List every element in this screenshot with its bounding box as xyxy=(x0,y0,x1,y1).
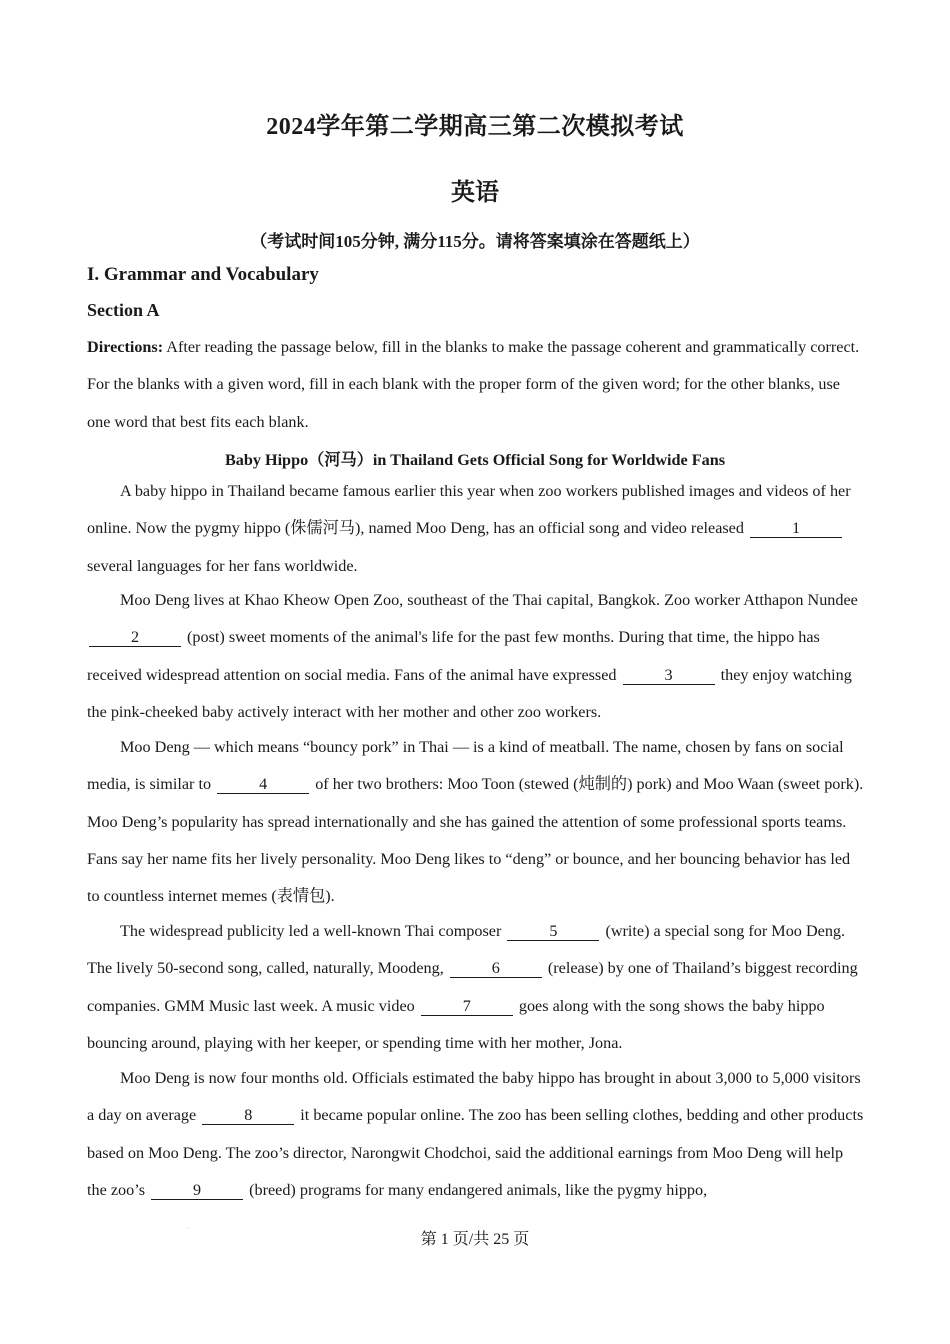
subject-title: 英语 xyxy=(451,180,499,206)
blank-6: 6 xyxy=(450,959,542,978)
text: (breed) programs for many endangered animals, like the pygmy hippo, xyxy=(245,1180,708,1199)
text: The widespread publicity led a well-known Thai composer xyxy=(120,922,506,940)
blank-1: 1 xyxy=(750,519,842,538)
paragraph-4 xyxy=(87,913,865,1062)
text: they enjoy watching the pink-cheeked baby actively interact with her mother and other zoo workers. xyxy=(87,665,852,721)
paragraph-1 xyxy=(87,473,865,585)
passage-title: Baby Hippo（河马）in Thailand Gets Official Song for Worldwide Fans xyxy=(224,451,726,469)
text: goes along with the song shows the baby hippo bouncing around, playing with her keeper, or spending time with her mother, Jona. xyxy=(87,996,825,1052)
blank-2: 2 xyxy=(89,628,181,647)
text: Moo Deng — which means “bouncy pork” in Thai — is a kind of meatball. The name, chosen by fans on social media, is similar to xyxy=(87,738,844,794)
blank-5: 5 xyxy=(507,922,599,941)
blank-3: 3 xyxy=(623,666,715,685)
text: Moo Deng lives at Khao Kheow Open Zoo, southeast of the Thai capital, Bangkok. Zoo worker Atthapon Nundee xyxy=(120,591,858,609)
directions xyxy=(87,329,865,441)
text: (release) by one of Thailand’s biggest recording companies. GMM Music last week. A music video xyxy=(87,959,858,1015)
stray-mark: · xyxy=(187,1226,189,1232)
directions-text: After reading the passage below, fill in the blanks to make the passage coherent and grammatically correct. For the blanks with a given word, fill in each blank with the proper form of the given word; for the other blanks, use one word that best fits each blank. xyxy=(87,338,860,431)
text: Moo Deng is now four months old. Officials estimated the baby hippo has brought in about 3,000 to 5,000 visitors a day on average xyxy=(87,1069,861,1125)
directions-label: Directions: xyxy=(87,338,164,356)
text: A baby hippo in Thailand became famous earlier this year when zoo workers published images and videos of her online. Now the pygmy hippo (侏儒河马), named Moo Deng, has an official song and video released xyxy=(87,482,851,538)
blank-4: 4 xyxy=(217,775,309,794)
exam-note: （考试时间105分钟, 满分115分。请将答案填涂在答题纸上） xyxy=(250,232,700,251)
text: of her two brothers: Moo Toon (stewed (炖制的) pork) and Moo Waan (sweet pork). Moo Deng’s popularity has spread internationally and she has gained the attention of some professional sports teams. Fans say her name fits her lively personality. Moo Deng likes to “deng” or bounce, and her bouncing behavior has led to countless internet memes (表情包). xyxy=(87,775,864,906)
text: (write) a special song for Moo Deng. The lively 50-second song, called, naturally, Moodeng, xyxy=(87,922,846,978)
text: (post) sweet moments of the animal's life for the past few months. During that time, the hippo has received widespread attention on social media. Fans of the animal have expressed xyxy=(87,628,820,684)
section-heading: Section A xyxy=(87,300,160,320)
page-footer: 第 1 页/共 25 页 xyxy=(420,1231,530,1248)
paragraph-2 xyxy=(87,582,865,731)
blank-9: 9 xyxy=(151,1181,243,1200)
text: it became popular online. The zoo has been selling clothes, bedding and other products based on Moo Deng. The zoo’s director, Narongwit Chodchoi, said the additional earnings from Moo Deng will help the zoo’s xyxy=(87,1106,864,1199)
paragraph-5 xyxy=(87,1060,865,1209)
blank-8: 8 xyxy=(202,1106,294,1125)
text: several languages for her fans worldwide. xyxy=(87,556,358,575)
exam-title: 2024学年第二学期高三第二次模拟考试 xyxy=(266,114,684,140)
paragraph-3 xyxy=(87,729,865,915)
blank-7: 7 xyxy=(421,997,513,1016)
part-heading: I. Grammar and Vocabulary xyxy=(87,264,319,285)
